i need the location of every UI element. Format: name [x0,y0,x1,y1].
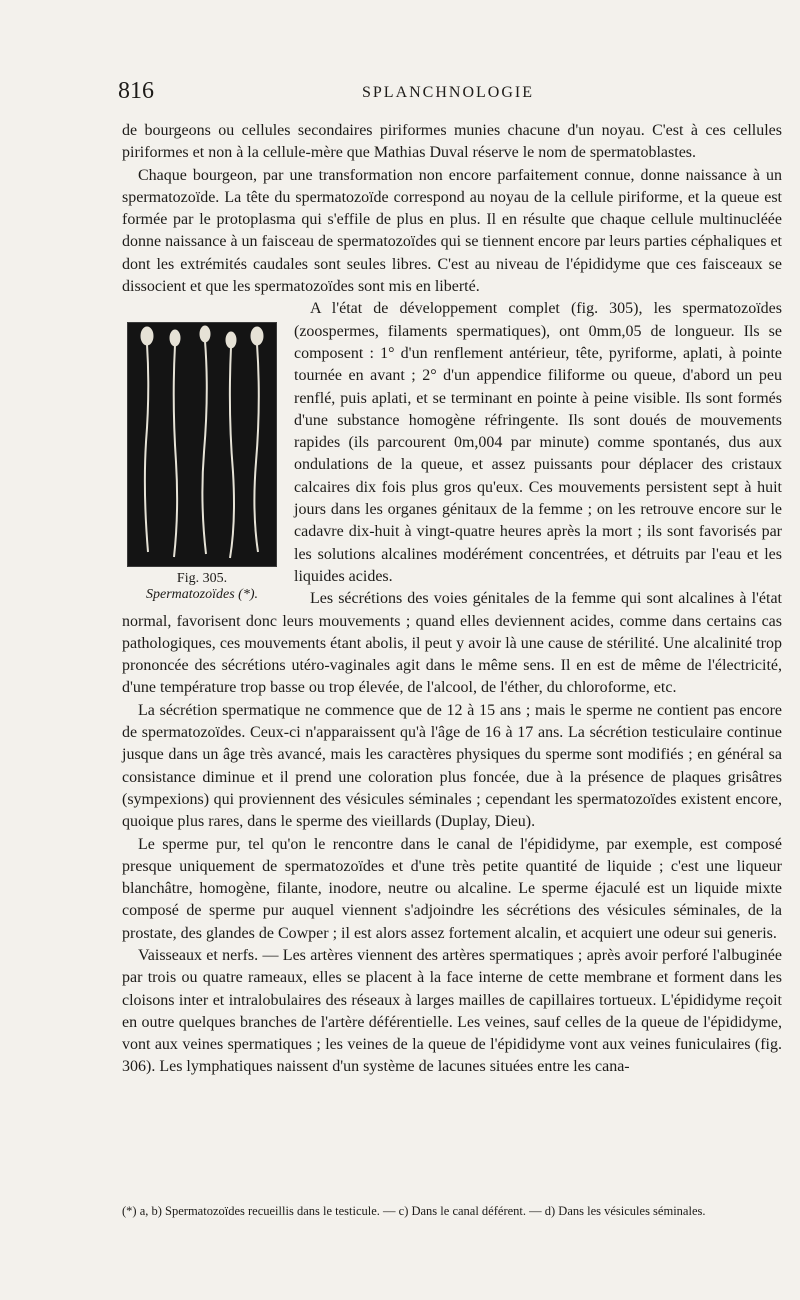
figure-305 [122,302,282,603]
figure-label: Fig. 305. [176,571,228,587]
figure-caption [122,571,282,603]
page-number: 816 [118,78,154,104]
footnote: (*) a, b) Spermatozoïdes recueillis dans le testicule. — c) Dans le canal déférent. — d) Dans les vésicules séminales. [122,1204,706,1218]
body-text [122,120,782,1079]
paragraph-2: Chaque bourgeon, par une transformation non encore parfaitement connue, donne naissance à un spermatozoïde. La tête du spermatozoïde correspond au noyau de la cellule piriforme, et la queue est formée par le protoplasma qui s'effile de plus en plus. Il en résulte que chaque cellule multinucléée donne naissance à un faisceau de spermatozoïdes qui se tiennent encore par leurs parties céphaliques et dont les extrémités caudales sont seules libres. C'est au niveau de l'épididyme que ces faisceaux se dissocient et que les spermatozoïdes sont mis en liberté. [122,166,782,296]
paragraph-5: La sécrétion spermatique ne commence que de 12 à 15 ans ; mais le sperme ne contient pas encore de spermatozoïdes. Ceux-ci n'apparaissent qu'à l'âge de 16 à 17 ans. La sécrétion testiculaire continue jusque dans un âge très avancé, mais les caractères physiques du sperme sont modifiés ; en général sa consistance diminue et il prend une coloration plus foncée, due à la présence de plaques grisâtres (sympexions) qui proviennent des vésicules séminales ; cependant les spermatozoïdes existent encore, quoique plus rares, dans le sperme des vieillards (Duplay, Dieu). [122,701,782,831]
paragraph-7: Vaisseaux et nerfs. — Les artères viennent des artères spermatiques ; après avoir perforé l'albuginée par trois ou quatre rameaux, elles se placent à la face interne de cette membrane et forment dans les cloisons inter et intralobulaires des réseaux à larges mailles de capillaires tortueux. L'épididyme reçoit en outre quelques branches de l'artère déférentielle. Les veines, sauf celles de la queue de l'épididyme, vont aux veines spermatiques ; les veines de la queue de l'épididyme vont aux veines funiculaires (fig. 306). Les lymphatiques naissent d'un système de lacunes situées entre les cana- [122,946,782,1076]
page-header [118,78,778,108]
running-head: SPLANCHNOLOGIE [362,84,534,101]
figure-description: Spermatozoïdes (*). [146,587,258,603]
paragraph-4: Les sécrétions des voies génitales de la femme qui sont alcalines à l'état normal, favorisent donc leurs mouvements ; quand elles deviennent acides, comme dans certains cas pathologiques, ces mouvements étant abolis, il peut y avoir là une cause de stérilité. Une alcalinité trop prononcée des sécrétions utéro-vaginales agit dans le même sens. Il en est de même de l'électricité, d'une température trop basse ou trop élevée, de l'alcool, de l'éther, du chloroforme, etc. [122,590,782,697]
paragraph-3: A l'état de développement complet (fig. 305), les spermatozoïdes (zoospermes, filaments spermatiques), ont 0mm,05 de longueur. Ils se composent : 1° d'un renflement antérieur, tête, pyriforme, aplati, à pointe tournée en avant ; 2° d'un appendice filiforme ou queue, d'abord un peu renflé, puis aplati, et se terminant en pointe à peine visible. Ils sont formés d'une substance homogène réfringente. Ils sont doués de mouvements rapides (ils parcourent 0m,004 par minute) comme spontanés, dus aux ondulations de la queue, et assez puissants pour déplacer des cristaux calcaires dix fois plus gros qu'eux. Ces mouvements persistent sept à huit jours dans les organes génitaux de la femme ; on les retrouve encore sur le cadavre dix-huit à vingt-quatre heures après la mort ; ils sont favorisés par les solutions alcalines modérément concentrées, et détruits par l'eau et les liquides acides. [294,300,782,585]
paragraph-1: de bourgeons ou cellules secondaires piriformes munies chacune d'un noyau. C'est à ces cellules piriformes et non à la cellule-mère que Mathias Duval réserve le nom de spermatoblastes. [122,122,782,162]
spermatozoa-illustration [127,322,277,567]
paragraph-6: Le sperme pur, tel qu'on le rencontre dans le canal de l'épididyme, par exemple, est composé presque uniquement de spermatozoïdes et d'une très petite quantité de liquide ; c'est une liqueur blanchâtre, homogène, filante, inodore, neutre ou alcaline. Le sperme éjaculé est un liquide mixte composé de sperme pur auquel viennent s'adjoindre les sécrétions des vésicules séminales, de la prostate, des glandes de Cowper ; il est alors assez fortement alcalin, et acquiert une odeur sui generis. [122,835,782,942]
